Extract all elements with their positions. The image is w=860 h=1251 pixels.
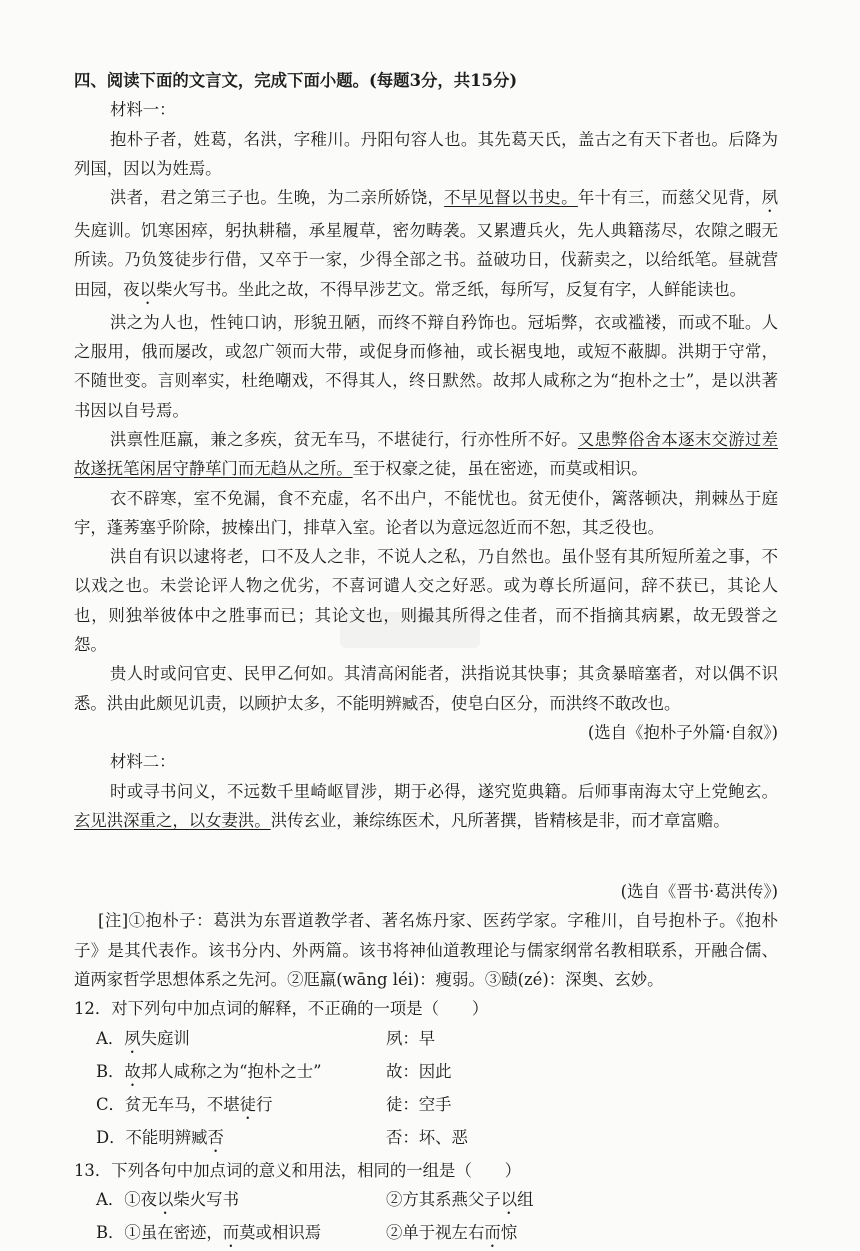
q12-option-c[interactable]: [74, 1090, 778, 1123]
exam-page: [74, 66, 778, 1251]
q13-a-right-post: 组: [517, 1189, 534, 1209]
q12-a-post: 失庭训: [140, 1028, 190, 1048]
q12-d-dotted: 否: [207, 1127, 224, 1147]
paragraph-4: [74, 425, 778, 484]
p8-text-b: 洪传玄业，兼综练医术，凡所著撰，皆精核是非，而才章富赡。: [270, 810, 730, 830]
blank-gap: [74, 835, 778, 877]
paragraph-8: [74, 777, 778, 836]
source-citation-1: (选自《抱朴子外篇·自叙》): [587, 722, 778, 742]
q12-b-pre: B．: [96, 1061, 125, 1081]
paragraph-7: 贵人时或问官吏、民甲乙何如。其清高闲能者，洪指说其快事；其贪暴暗塞者，对以偶不识悉。洪由此颇见讥责，以顾护太多，不能明辨臧否，使皂白区分，而洪终不敢改也。: [74, 664, 778, 713]
question-13-options: [74, 1185, 778, 1251]
question-12-stem: 12．对下列句中加点词的解释，不正确的一项是（ ）: [74, 999, 489, 1019]
p8-text-a: 时或寻书问义，不远数千里崎岖冒涉，期于必得，遂究览典籍。后师事南海太守上党鲍玄。: [110, 781, 778, 801]
q13-b-right-dotted: 而: [484, 1222, 501, 1242]
p2-text-c: 失庭训。饥寒困瘁，躬执耕穑，承星履草，密勿畴袭。又累遭兵火，先人典籍荡尽，农隙之暇无所读。乃负笈徒步行借，又卒于一家，少得全部之书。益破功日，伐薪卖之，以给纸笔。昼就营田园，夜: [74, 221, 778, 299]
p2-text-e: 柴火写书。坐此之故，不得早涉艺文。常乏纸，每所写，反复有字，人鲜能读也。: [155, 279, 747, 299]
annotation-note: [注]①抱朴子：葛洪为东晋道教学者、著名炼丹家、医药学家。字稚川，自号抱朴子。《抱朴子》是其代表作。该书分内、外两篇。该书将神仙道教理论与儒家纲常名教相联系，开融合儒、道两家哲学思想体系之先河。②尫羸(wāng léi)：瘦弱。③赜(zé)：深奥、玄妙。: [74, 911, 778, 990]
section-heading: 四、阅读下面的文言文，完成下面小题。(每题3分，共15分): [74, 71, 518, 90]
paragraph-5: 衣不辟寒，室不免漏，食不充虚，名不出户，不能忧也。贫无使仆，篱落顿决，荆棘丛于庭宇，蓬莠塞乎阶除，披榛出门，排草入室。论者以为意远忽近而不恕，其乏役也。: [74, 488, 778, 537]
q13-a-right-dotted: 以: [500, 1189, 518, 1209]
p2-dotted-char-1: 夙: [761, 188, 779, 208]
p2-text-a: 洪者，君之第三子也。生晚，为二亲所娇饶，: [110, 188, 445, 208]
q13-b-left-pre: B．①虽在密迹，: [96, 1222, 223, 1242]
q12-b-dotted: 故: [124, 1061, 141, 1081]
question-13-stem: 13．下列各句中加点词的意义和用法，相同的一组是（ ）: [74, 1160, 522, 1180]
p2-dotted-char-2: 以: [139, 279, 156, 299]
q13-option-a[interactable]: [74, 1185, 778, 1218]
q12-a-dotted: 夙: [124, 1028, 141, 1048]
q13-a-left-dotted: 以: [157, 1189, 174, 1209]
q12-d-explanation: 否：坏、恶: [386, 1127, 468, 1147]
q12-a-explanation: 夙：早: [386, 1028, 436, 1048]
q12-option-a[interactable]: [74, 1024, 778, 1057]
paragraph-1: 抱朴子者，姓葛，名洪，字稚川。丹阳句容人也。其先葛天氏，盖古之有天下者也。后降为列国，因以为姓焉。: [74, 129, 778, 178]
q12-c-post: 行: [256, 1094, 273, 1114]
q12-option-b[interactable]: [74, 1057, 778, 1090]
q13-a-left-post: 柴火写书: [173, 1189, 239, 1209]
material-one-label: 材料一：: [110, 100, 176, 120]
q12-b-post: 邦人咸称之为“抱朴之士”: [140, 1061, 322, 1081]
question-12-options: [74, 1024, 778, 1156]
q13-a-right-pre: ②方其系燕父子: [386, 1189, 501, 1209]
q13-option-b[interactable]: [74, 1218, 778, 1251]
q12-c-dotted: 徒: [239, 1094, 257, 1114]
paragraph-2: [74, 183, 778, 308]
paragraph-6: 洪自有识以逮将老，口不及人之非，不说人之私，乃自然也。虽仆竖有其所短所羞之事，不以戏之也。未尝论评人物之优劣，不喜诃谴人交之好恶。或为尊长所逼问，辞不获已，其论人也，则独举彼体中之胜事而已；其论文也，则撮其所得之佳者，而不指摘其病累，故无毁誉之怨。: [74, 547, 778, 655]
source-citation-2: (选自《晋书·葛洪传》): [620, 882, 778, 902]
p4-text-b: 至于权豪之徒，虽在密迹，而莫或相识。: [352, 459, 648, 479]
p4-underlined-sentence: 又患弊俗舍本逐末交游过差故遂抚笔闲居守静荜门而无趋从之所。: [74, 429, 779, 479]
p2-underlined-sentence: 不早见督以书史。: [444, 188, 578, 208]
q13-b-right-post: 惊: [500, 1222, 518, 1242]
q12-option-d[interactable]: [74, 1123, 778, 1156]
material-two-label: 材料二：: [110, 752, 176, 772]
q13-b-left-post: 莫或相识焉: [239, 1222, 322, 1242]
q12-a-pre: A．: [96, 1028, 125, 1048]
q13-b-left-dotted: 而: [222, 1222, 240, 1242]
q13-b-right-pre: ②单于视左右: [386, 1222, 485, 1242]
p2-text-b: 年十有三，而慈父见背，: [577, 188, 762, 208]
q12-c-pre: C．贫无车马，不堪: [96, 1094, 240, 1114]
paragraph-3: 洪之为人也，性钝口讷，形貌丑陋，而终不辩自矜饰也。冠垢弊，衣或褴褛，而或不耻。人之服用，俄而屡改，或忽广领而大带，或促身而修袖，或长裾曳地，或短不蔽脚。洪期于守常，不随世变。言则率实，杜绝嘲戏，不得其人，终日默然。故邦人咸称之为“抱朴之士”，是以洪著书因以自号焉。: [74, 312, 778, 420]
q12-c-explanation: 徒：空手: [386, 1094, 452, 1114]
q12-b-explanation: 故：因此: [386, 1061, 452, 1081]
p8-underlined-sentence: 玄见洪深重之，以女妻洪。: [74, 810, 271, 830]
q13-a-left-pre: A．①夜: [96, 1189, 158, 1209]
p4-text-a: 洪禀性尫羸，兼之多疾，贫无车马，不堪徒行，行亦性所不好。: [110, 429, 578, 449]
q12-d-pre: D．不能明辨臧: [96, 1127, 208, 1147]
